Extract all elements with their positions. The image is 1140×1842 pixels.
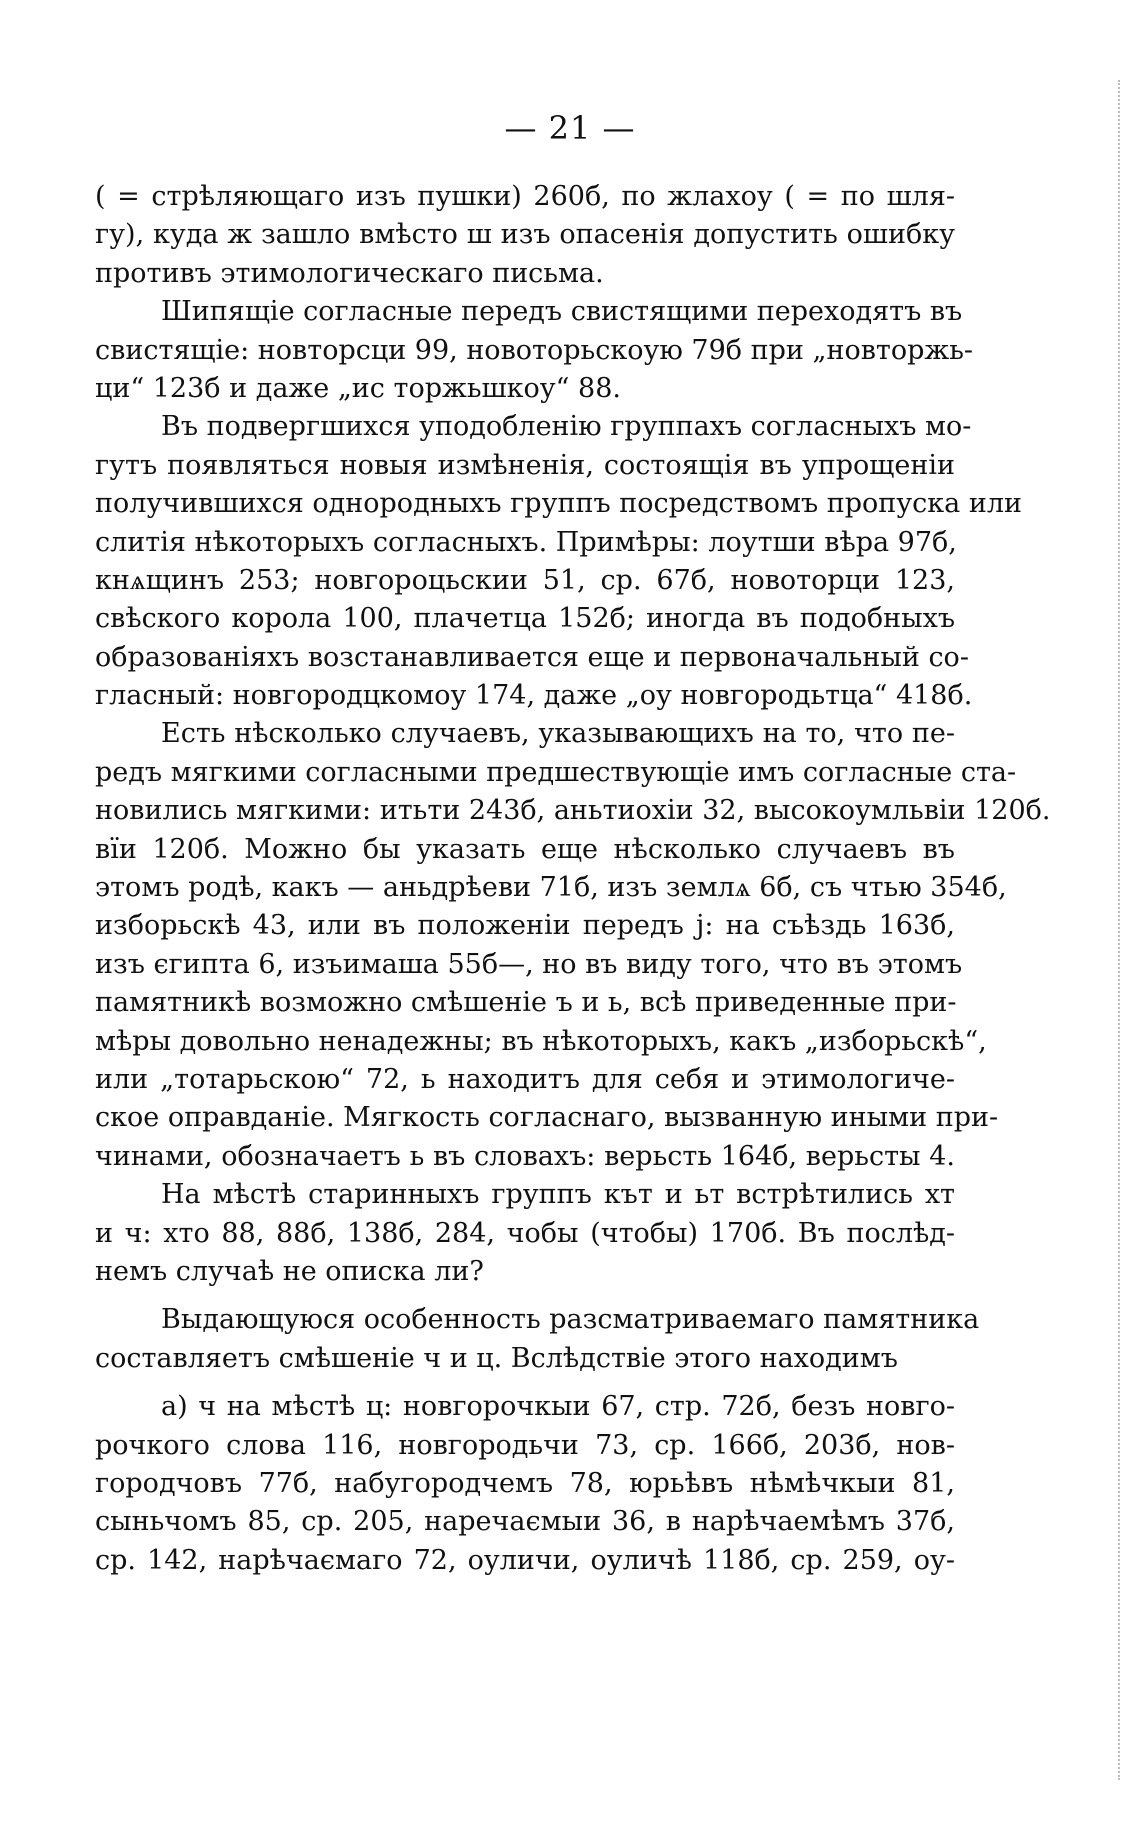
text-line: ское оправданіе. Мягкость согласнаго, вызванную иными при- [95,1102,999,1134]
text-line: изъ єгипта 6, изъимаша 55б—, но въ виду того, что въ этомъ [95,948,963,980]
text-line: Есть нѣсколько случаевъ, указывающихъ на то, что пе- [161,718,955,750]
text-line: изборьскѣ 43, или въ положеніи передъ j: на съѣздь 163б, [95,910,955,942]
text-line: мѣры довольно ненадежны; въ нѣкоторыхъ, какъ „изборьскѣ“, [95,1025,987,1057]
page-number: — 21 — [504,109,636,147]
text-line: чинами, обозначаетъ ь въ словахъ: верьсть 164б, верьсты 4. [95,1140,955,1172]
text-line: Шипящіе согласные передъ свистящими переходятъ въ [161,296,963,328]
text-line: слитія нѣкоторыхъ согласныхъ. Примѣры: лоутши вѣра 97б, [95,526,957,558]
text-line: Въ подвергшихся уподобленію группахъ согласныхъ мо- [161,411,972,443]
scan-edge-mark [1118,80,1126,1780]
text-line: На мѣстѣ старинныхъ группъ кът и ьт встрѣтились хт [161,1179,955,1211]
text-line: получившихся однородныхъ группъ посредствомъ пропуска или [95,488,1023,520]
text-line: гутъ появляться новыя измѣненія, состоящія въ упрощеніи [95,449,955,481]
text-block [95,178,1051,1580]
text-line: этомъ родѣ, какъ — аньдрѣеви 71б, изъ землѧ 6б, съ чтью 354б, [95,872,1007,904]
text-line: немъ случаѣ не описка ли? [95,1255,484,1287]
text-line: ср. 142, нарѣчаємаго 72, оуличи, оуличѣ 118б, ср. 259, оу- [95,1544,955,1576]
text-line: памятникѣ возможно смѣшеніе ъ и ь, всѣ приведенные при- [95,987,957,1019]
text-line: гласный: новгородцкомоу 174, даже „оу новгородьтца“ 418б. [95,680,973,712]
text-line: ци“ 123б и даже „ис торжьшкоу“ 88. [95,372,621,404]
text-line: ( = стрѣляющаго изъ пушки) 260б, по жлахоу ( = по шля- [95,181,955,212]
text-line: а) ч на мѣстѣ ц: новгорочкыи 67, стр. 72б, безъ новго- [161,1391,955,1423]
text-line: сыньчомъ 85, ср. 205, наречаємыи 36, в нарѣчаемѣмъ 37б, [95,1506,955,1538]
text-line: рочкого слова 116, новгородьчи 73, ср. 166б, 203б, нов- [95,1429,955,1461]
text-line: городчовъ 77б, набугородчемъ 78, юрьѣвъ нѣмѣчкыи 81, [95,1467,955,1499]
text-line: редъ мягкими согласными предшествующіе имъ согласные ста- [95,756,1017,788]
text-line: и ч: хто 88, 88б, 138б, 284, чобы (чтобы) 170б. Въ послѣд- [95,1217,955,1249]
text-line: новились мягкими: итьти 243б, аньтиохіи 32, высокоумльвіи 120б. [95,795,1051,827]
text-line: свѣского корола 100, плачетца 152б; иногда въ подобныхъ [95,603,955,635]
text-line: противъ этимологическаго письма. [95,257,604,289]
text-line: кнѧщинъ 253; новгороцьскии 51, ср. 67б, новоторци 123, [95,564,955,596]
text-line: или „тотарьскою“ 72, ь находитъ для себя и этимологиче- [95,1063,955,1095]
text-line: образованіяхъ возстанавливается еще и первоначальный со- [95,641,969,673]
text-line: вїи 120б. Можно бы указать еще нѣсколько случаевъ въ [95,833,955,865]
text-line: составляетъ смѣшеніе ч и ц. Вслѣдствіе этого находимъ [95,1342,898,1374]
text-line: гу), куда ж зашло вмѣсто ш изъ опасенія допустить ошибку [95,219,955,251]
text-line: Выдающуюся особенность разсматриваемаго памятника [161,1304,980,1336]
text-line: свистящіе: новторсци 99, новоторьскоую 79б при „новторжь- [95,334,974,366]
